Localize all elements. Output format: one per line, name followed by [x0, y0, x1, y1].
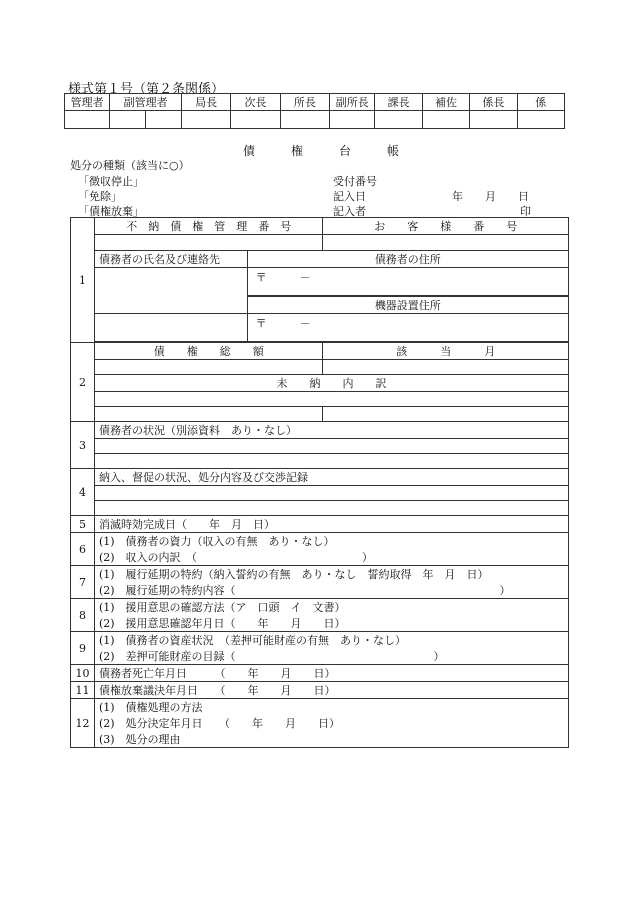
section-10-row — [71, 665, 569, 682]
approval-label: 局長 — [181, 94, 230, 111]
debtor-address-label: 債務者の住所 — [247, 251, 568, 268]
entry-date-label: 記入日 — [333, 190, 366, 203]
mgmt-number-field[interactable] — [94, 235, 323, 251]
approval-label: 副所長 — [330, 94, 375, 111]
customer-number-field[interactable] — [323, 235, 569, 251]
section-9-row — [71, 632, 569, 649]
waiver-resolution-date[interactable]: 債権放棄議決年月日 （ 年 月 日） — [94, 682, 568, 699]
debtor-status-field[interactable] — [94, 454, 568, 469]
section-number: 10 — [71, 665, 95, 682]
seal-box[interactable] — [280, 111, 329, 129]
section-7-row — [71, 566, 569, 583]
section-11-row — [71, 682, 569, 699]
customer-number-label: お 客 様 番 号 — [323, 218, 569, 235]
section-number: 4 — [71, 469, 95, 516]
section-2-row — [71, 392, 569, 407]
seal-box[interactable] — [231, 111, 280, 129]
total-claim-label: 債 権 総 額 — [94, 343, 323, 360]
disposal-option[interactable]: 「免除」 — [78, 190, 122, 203]
processing-method[interactable]: (1) 債権処理の方法 — [94, 699, 568, 716]
section-number: 3 — [71, 422, 95, 469]
section-number: 8 — [71, 599, 95, 632]
debtor-name-field[interactable] — [94, 268, 247, 314]
debtor-contact-field[interactable] — [94, 314, 247, 342]
unpaid-breakdown-label: 未 納 内 訳 — [94, 375, 568, 392]
section-number: 9 — [71, 632, 95, 665]
seal-box[interactable] — [110, 111, 182, 129]
disposal-option[interactable]: 「徴収停止」 — [78, 175, 144, 188]
approval-label: 所長 — [280, 94, 329, 111]
debtor-status-field[interactable] — [94, 439, 568, 454]
approval-label: 係長 — [470, 94, 517, 111]
approval-label: 係 — [517, 94, 564, 111]
section-number: 5 — [71, 516, 95, 533]
section-8-row — [71, 615, 569, 632]
seal-box[interactable] — [375, 111, 422, 129]
document-title: 債 権 台 帳 — [243, 144, 400, 158]
section-4-row — [71, 486, 569, 501]
install-postal-field[interactable]: 〒 － — [247, 314, 568, 342]
section-8-row — [71, 599, 569, 616]
seal-box[interactable] — [330, 111, 375, 129]
deferral-details[interactable]: (2) 履行延期の特約内容（ ） — [94, 582, 568, 599]
receipt-number-label: 受付番号 — [333, 175, 377, 188]
debtor-status-label: 債務者の状況（別添資料 あり・なし） — [94, 422, 568, 439]
unpaid-breakdown-field[interactable] — [94, 392, 568, 407]
section-3-row — [71, 439, 569, 454]
approval-label: 次長 — [231, 94, 280, 111]
section-number: 12 — [71, 699, 95, 748]
deferral-agreement[interactable]: (1) 履行延期の特約（納入誓約の有無 あり・なし 誓約取得 年 月 日） — [94, 566, 568, 583]
section-2-row — [71, 407, 569, 422]
asset-status[interactable]: (1) 債務者の資産状況 （差押可能財産の有無 あり・なし） — [94, 632, 568, 649]
section-2-row — [71, 375, 569, 392]
section-1-row — [71, 314, 569, 342]
section-7-row — [71, 582, 569, 599]
debtor-postal-field[interactable]: 〒 － — [247, 268, 568, 296]
approval-label: 管理者 — [65, 94, 110, 111]
unpaid-breakdown-field[interactable] — [94, 407, 323, 422]
approval-label: 副管理者 — [110, 94, 182, 111]
ledger-table — [70, 217, 569, 748]
section-2-row — [71, 343, 569, 360]
disposal-option[interactable]: 「債権放棄」 — [78, 205, 144, 218]
section-9-row — [71, 648, 569, 665]
approval-label: 課長 — [375, 94, 422, 111]
section-12-row — [71, 731, 569, 748]
applicable-month-label: 該 当 月 — [323, 343, 569, 360]
section-number: 6 — [71, 533, 95, 566]
section-12-row — [71, 715, 569, 731]
section-1-row — [71, 268, 569, 296]
section-number: 7 — [71, 566, 95, 599]
debtor-name-label: 債務者の氏名及び連絡先 — [94, 251, 247, 268]
section-1-row — [71, 251, 569, 268]
section-1-row — [71, 218, 569, 235]
form-number: 様式第１号（第２条関係） — [68, 82, 225, 97]
section-6-row — [71, 533, 569, 550]
seal-box[interactable] — [470, 111, 517, 129]
approval-label: 補佐 — [422, 94, 469, 111]
approval-header-row — [65, 94, 565, 111]
seal-box[interactable] — [422, 111, 469, 129]
seizable-asset-list[interactable]: (2) 差押可能財産の目録（ ） — [94, 648, 568, 665]
disposal-reason[interactable]: (3) 処分の理由 — [94, 731, 568, 748]
section-12-row — [71, 699, 569, 716]
install-address-label: 機器設置住所 — [247, 297, 568, 314]
section-5-row — [71, 516, 569, 533]
total-claim-field[interactable] — [94, 360, 323, 375]
section-4-row — [71, 501, 569, 516]
disposal-heading: 処分の種類（該当に○） — [70, 159, 190, 172]
mgmt-number-label: 不 納 債 権 管 理 番 号 — [94, 218, 323, 235]
seal-box[interactable] — [181, 111, 230, 129]
section-6-row — [71, 549, 569, 566]
death-date[interactable]: 債務者死亡年月日 （ 年 月 日） — [94, 665, 568, 682]
invocation-method[interactable]: (1) 援用意思の確認方法（ア 口頭 イ 文書） — [94, 599, 568, 616]
applicable-month-field[interactable] — [323, 360, 569, 375]
debtor-means[interactable]: (1) 債務者の資力（収入の有無 あり・なし） — [94, 533, 568, 550]
negotiation-record-label: 納入、督促の状況、処分内容及び交渉記録 — [94, 469, 568, 486]
seal-box[interactable] — [517, 111, 564, 129]
section-2-row — [71, 360, 569, 375]
approval-table — [64, 93, 565, 129]
section-number: 2 — [71, 343, 95, 422]
entry-date-field[interactable]: 年 月 日 — [452, 190, 529, 203]
seal-box[interactable] — [65, 111, 110, 129]
section-4-row — [71, 469, 569, 486]
section-3-row — [71, 454, 569, 469]
section-number: 1 — [71, 218, 95, 343]
prescription-date[interactable]: 消滅時効完成日（ 年 月 日） — [94, 516, 568, 533]
unpaid-breakdown-field[interactable] — [323, 407, 569, 422]
invocation-date[interactable]: (2) 援用意思確認年月日（ 年 月 日） — [94, 615, 568, 632]
seal-mark: 印 — [520, 205, 531, 218]
section-1-row — [71, 235, 569, 251]
approval-seal-row — [65, 111, 565, 129]
section-3-row — [71, 422, 569, 439]
negotiation-record-field[interactable] — [94, 486, 568, 501]
negotiation-record-field[interactable] — [94, 501, 568, 516]
writer-label: 記入者 — [333, 205, 366, 218]
decision-date[interactable]: (2) 処分決定年月日 （ 年 月 日） — [94, 715, 568, 731]
income-breakdown[interactable]: (2) 収入の内訳 （ ） — [94, 549, 568, 566]
section-number: 11 — [71, 682, 95, 699]
